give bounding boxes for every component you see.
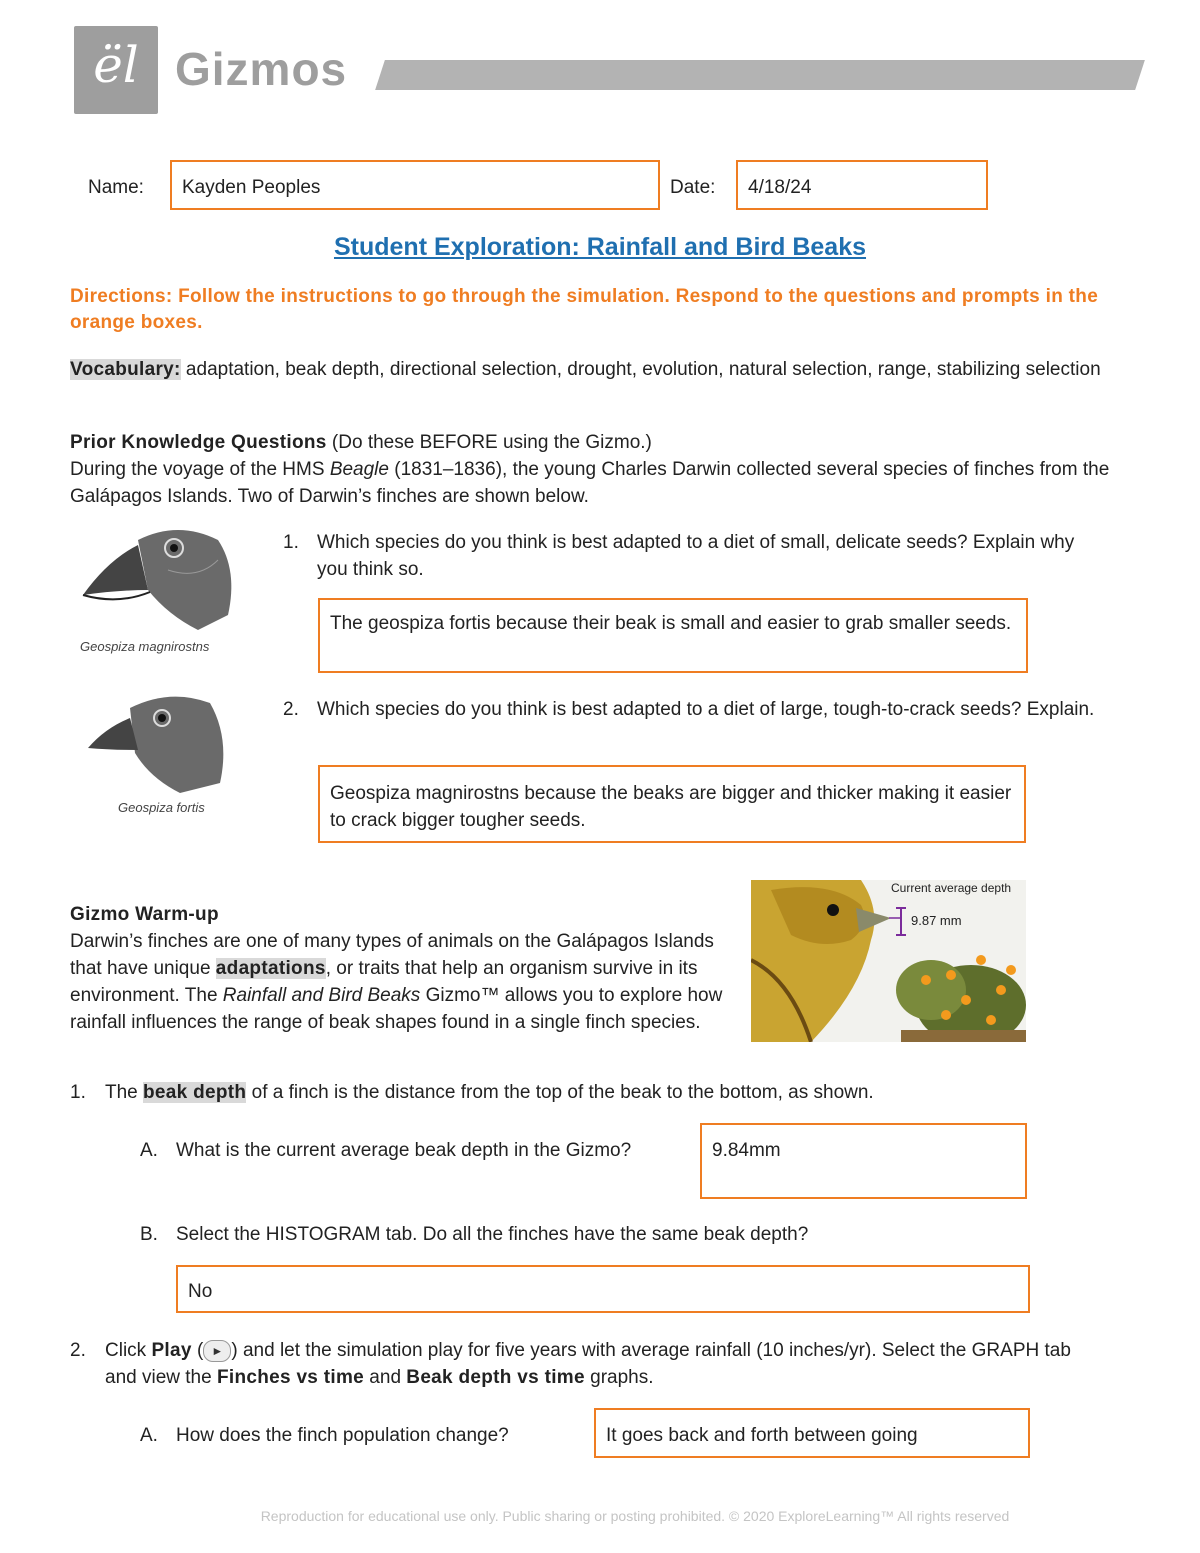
term-beak-depth: beak depth	[143, 1082, 247, 1103]
q1a-text: What is the current average beak depth in the Gizmo?	[176, 1140, 632, 1161]
q1b-text: Select the HISTOGRAM tab. Do all the finches have the same beak depth?	[176, 1224, 809, 1245]
prior-knowledge-intro: During the voyage of the HMS Beagle (1831–1836), the young Charles Darwin collected several species of finches from the Galápagos Islands. Two of Darwin’s finches are shown below.	[70, 459, 1110, 507]
q1-text: The beak depth of a finch is the distance from the top of the beak to the bottom, as shown.	[105, 1082, 874, 1103]
term-adaptations: adaptations	[215, 958, 326, 979]
footer: Reproduction for educational use only. Public sharing or posting prohibited. © 2020 ExploreLearning™ All rights reserved	[260, 1508, 1010, 1524]
image-label: Current average depth	[891, 881, 1012, 895]
explorelearning-logo: ël	[74, 26, 158, 114]
vocabulary-label: Vocabulary:	[70, 359, 181, 380]
date-label: Date:	[670, 177, 716, 198]
q2a-answer[interactable]: It goes back and forth between going	[594, 1408, 1030, 1458]
warmup-heading: Gizmo Warm-up	[70, 904, 219, 925]
finch-beak-depth-image	[751, 880, 1026, 1042]
vocabulary-text: adaptation, beak depth, directional selection, drought, evolution, natural selection, range, stabilizing selection	[180, 359, 1101, 380]
q2-text: Click Play ( ► ) and let the simulation play for five years with average rainfall (10 inches/yr). Select the GRAPH tab and view the Finches vs time and Beak depth vs time graphs.	[105, 1340, 1071, 1388]
prior-q1-answer[interactable]: The geospiza fortis because their beak is small and easier to grab smaller seeds.	[318, 598, 1028, 673]
prior-q2-answer[interactable]: Geospiza magnirostns because the beaks are bigger and thicker making it easier to crack bigger tougher seeds.	[318, 765, 1026, 843]
prior-q1-number: 1.	[283, 532, 299, 553]
q1-number: 1.	[70, 1082, 86, 1103]
q1b-answer[interactable]: No	[176, 1265, 1030, 1313]
header-bar	[375, 60, 1145, 90]
directions: Directions: Follow the instructions to go through the simulation. Respond to the questions and prompts in the orange boxes.	[70, 286, 1099, 333]
gizmos-brand: Gizmos	[175, 43, 348, 95]
image-value: 9.87 mm	[911, 913, 962, 928]
q2a-text: How does the finch population change?	[176, 1425, 509, 1446]
page-title: Student Exploration: Rainfall and Bird Beaks	[333, 233, 867, 261]
name-label: Name:	[88, 177, 144, 198]
prior-q2-text: Which species do you think is best adapted to a diet of large, tough-to-crack seeds? Explain.	[317, 699, 1095, 720]
bird1-caption: Geospiza magnirostns	[80, 639, 210, 654]
geospiza-fortis-image	[80, 688, 230, 798]
bird2-caption: Geospiza fortis	[118, 800, 205, 815]
q1a-answer[interactable]: 9.84mm	[700, 1123, 1027, 1199]
q2a-letter: A.	[140, 1425, 158, 1446]
prior-q1-text: Which species do you think is best adapted to a diet of small, delicate seeds? Explain why you think so.	[317, 532, 1075, 580]
q1b-letter: B.	[140, 1224, 158, 1245]
warmup-paragraph: Darwin’s finches are one of many types of animals on the Galápagos Islands that have unique adaptations, or traits that help an organism survive in its environment. The Rainfall and Bird Beaks Gizmo™ allows you to explore how rainfall influences the range of beak shapes found in a single finch species.	[70, 931, 723, 1033]
prior-q2-number: 2.	[283, 699, 299, 720]
name-field[interactable]: Kayden Peoples	[170, 160, 660, 210]
q1a-letter: A.	[140, 1140, 158, 1161]
prior-knowledge-heading: Prior Knowledge Questions (Do these BEFORE using the Gizmo.)	[70, 432, 652, 453]
geospiza-magnirostris-image	[78, 520, 238, 638]
vocabulary	[70, 356, 1130, 383]
play-icon: ►	[203, 1340, 231, 1362]
q2-number: 2.	[70, 1340, 86, 1361]
date-field[interactable]: 4/18/24	[736, 160, 988, 210]
